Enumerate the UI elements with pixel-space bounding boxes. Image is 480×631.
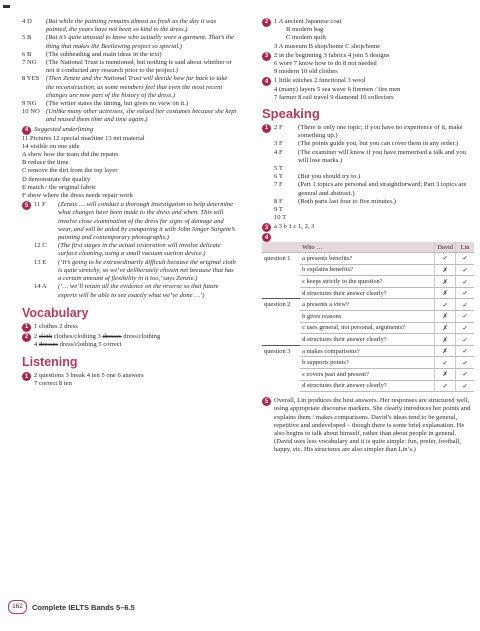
exercise-4-header <box>22 126 237 135</box>
answer-number: 8 YES <box>22 75 40 83</box>
exercise-badge: 4 <box>262 233 271 242</box>
answer-line: 3 A museum B shop/home C shop/home <box>274 42 381 50</box>
david-mark: ✓ <box>435 357 456 369</box>
item-number: 7 F <box>274 181 283 189</box>
answer-line: F show where the dress needs repair work <box>22 192 133 200</box>
answer-row <box>34 259 237 284</box>
exercise-5-block <box>22 201 237 299</box>
exercise-r2 <box>262 18 474 51</box>
item-number: 4 F <box>274 148 283 156</box>
criterion: c keeps strictly to the question? <box>300 276 435 288</box>
lin-mark: ✓ <box>456 369 475 381</box>
answer-text: (Then Zenzie and the National Trust will decide how far back to take the reconstruction, as some members feel that even the most recent changes are now part of the history of the dress.) <box>46 75 228 99</box>
item-number: 8 F <box>274 197 283 205</box>
exercise-badge: 4 <box>22 126 31 135</box>
header-lin: Lin <box>456 242 475 252</box>
item-number: 9 T <box>274 206 283 214</box>
answer-text: (The subheading and main ideas in the text) <box>46 50 162 58</box>
lin-mark: ✓ <box>456 380 475 392</box>
lin-mark: ✓ <box>456 357 475 369</box>
question-label: question 3 <box>262 345 300 357</box>
question-label <box>262 287 300 299</box>
exercise-badge: 3 <box>262 52 271 61</box>
answer-text: (But it’s quite unusual to know who actually wore a garment. That’s the thing that makes the Beetlewing project so special.) <box>46 34 234 50</box>
table-row <box>262 264 474 276</box>
speaking-item <box>274 214 474 222</box>
criterion: c uses general, not personal, arguments? <box>300 322 435 334</box>
exercise-badge: 5 <box>22 201 31 210</box>
table-row <box>262 345 474 357</box>
table-row <box>262 311 474 323</box>
answer-line: 14 visible on one side <box>22 142 80 150</box>
speaking-item <box>274 165 474 173</box>
header-david: David <box>435 242 456 252</box>
answer-text: (‘It’s going to be extraordinarily difficult because the original cloth is quite stretchy, so we’ve deliberately chosen net because that has a certain amount of flexibility in it too,’ says Zenzie.) <box>58 258 236 283</box>
answer-line: 1 A ancient Japanese coat <box>274 18 342 25</box>
vocabulary-ex1-text: 1 clothes 2 dress <box>34 322 78 330</box>
corner-mark <box>3 5 10 8</box>
struck-word: dresses <box>102 332 122 340</box>
criterion: b gives reasons <box>300 311 435 323</box>
answer-row <box>34 283 237 299</box>
answer-text: (Unlike many other actresses, she valued her costumes because she kept and reused them time and time again.) <box>46 108 237 124</box>
reading-answers-top <box>22 18 237 125</box>
question-label <box>262 380 300 392</box>
speaking-item <box>274 181 474 197</box>
table-row <box>262 287 474 299</box>
answer-row <box>22 59 237 75</box>
table-row <box>262 322 474 334</box>
lin-mark: ✓ <box>456 287 475 299</box>
question-label: question 2 <box>262 299 300 311</box>
speaking-item <box>274 124 474 140</box>
answer-row <box>34 242 237 258</box>
answer-line: E match / the original fabric <box>22 183 97 191</box>
criterion: d structures their answer clearly? <box>300 380 435 392</box>
book-title: Complete IELTS Bands 5–6.5 <box>32 602 135 612</box>
lin-mark: ✓ <box>456 311 475 323</box>
vocabulary-ex2 <box>22 333 237 349</box>
answer-line: C modern quilt <box>286 34 326 42</box>
question-label <box>262 311 300 323</box>
answer-line: D demonstrate the quality <box>22 175 91 183</box>
question-label <box>262 334 300 346</box>
table-row <box>262 380 474 392</box>
exercise-badge: 1 <box>262 124 271 133</box>
table-row <box>262 299 474 311</box>
vocabulary-heading: Vocabulary <box>22 305 89 320</box>
item-text: (Both parts last four to five minutes.) <box>298 197 396 205</box>
david-mark: ✗ <box>435 322 456 334</box>
answer-number: 10 NO <box>22 108 40 116</box>
answer-row <box>22 100 237 108</box>
lin-mark: ✓ <box>456 345 475 357</box>
page-footer <box>8 600 135 614</box>
question-label <box>262 322 300 334</box>
answer-row <box>34 201 237 242</box>
david-mark: ✗ <box>435 311 456 323</box>
david-mark: ✓ <box>435 299 456 311</box>
comparison-table <box>262 242 474 392</box>
item-text <box>298 206 474 214</box>
answer-line: 1 little stitches 2 functional 3 wool <box>274 77 366 85</box>
speaking-ex4 <box>262 233 474 242</box>
speaking-ex1 <box>262 124 474 222</box>
answer-line: B reduce the time <box>22 159 69 167</box>
reading-answers-bottom <box>34 201 237 299</box>
exercise-r4 <box>262 77 474 102</box>
underlining-list <box>22 135 237 201</box>
right-column <box>262 18 474 455</box>
david-mark: ✓ <box>435 253 456 265</box>
listening-heading: Listening <box>22 355 78 370</box>
item-text: (There is only one topic; if you have no experience of it, make something up.) <box>298 124 463 140</box>
speaking-item <box>274 140 474 148</box>
david-mark: ✗ <box>435 276 456 288</box>
answer-number: 12 C <box>34 242 47 250</box>
answer-line: 4 (many) layers 5 sea wave 6 firemen / fire men <box>274 85 401 93</box>
answer-number: 6 B <box>22 50 32 58</box>
david-mark: ✗ <box>435 334 456 346</box>
david-mark: ✗ <box>435 345 456 357</box>
answer-number: 9 NG <box>22 100 37 108</box>
answer-line: 11 Pictures 12 special machine 13 net material <box>22 134 145 142</box>
item-text: (Part 1 topics are personal and straightforward; Part 3 topics are general and abstract.) <box>298 181 467 197</box>
answer-number: 14 A <box>34 283 47 291</box>
david-mark: ✗ <box>435 369 456 381</box>
listening-ex1 <box>22 372 237 388</box>
text-part: dress/clothing <box>121 332 161 340</box>
page-number: 162 <box>8 600 27 614</box>
answer-number: 4 D <box>22 18 32 25</box>
david-mark: ✗ <box>435 264 456 276</box>
text-part: clothes/clothing 3 <box>52 332 103 340</box>
answer-text: (The first stages in the actual restoration will involve delicate surface cleaning, using a small vacuum suction device.) <box>58 242 221 258</box>
criterion: b explains benefits? <box>300 264 435 276</box>
exercise-title: Suggested underlining <box>34 125 94 133</box>
text-part: dress/clothing 5 correct <box>58 340 122 348</box>
table-row <box>262 357 474 369</box>
answer-line: 7 farmer 8 rail travel 9 diamond 10 collectors <box>274 93 394 101</box>
answer-text: (The writer states the timing, but gives no view on it.) <box>46 100 189 108</box>
exercise-badge: 2 <box>262 18 271 27</box>
david-mark: ✓ <box>435 380 456 392</box>
lin-mark: ✓ <box>456 322 475 334</box>
vocabulary-ex1 <box>22 323 237 332</box>
answer-text: (The National Trust is mentioned, but nothing is said about whether or not it conducted any research prior to the project.) <box>46 59 232 75</box>
lin-mark: ✓ <box>456 253 475 265</box>
criterion: d structures their answer clearly? <box>300 287 435 299</box>
answer-line: 2 in the beginning 3 fabrics 4 join 5 designs <box>274 51 390 59</box>
exercise-r3 <box>262 52 474 77</box>
item-text: (The examiner will know if you have memorised a talk and you will lose marks.) <box>298 148 466 164</box>
criterion: d structures their answer clearly? <box>300 334 435 346</box>
text-part: 4 <box>34 340 39 348</box>
exercise-badge: 1 <box>22 372 31 381</box>
answer-row <box>22 34 237 50</box>
question-label <box>262 276 300 288</box>
speaking-ex3-text: a 3 b 1 c 1, 2, 3 <box>274 223 315 231</box>
exercise-badge: 1 <box>22 323 31 332</box>
item-number: 6 T <box>274 173 283 181</box>
criterion: a presents a view? <box>300 299 435 311</box>
table-row <box>262 369 474 381</box>
listening-line: 7 correct 8 ten <box>34 380 72 388</box>
item-number: 3 F <box>274 140 283 148</box>
answer-row <box>22 18 237 34</box>
answer-line: A show how the team did the repairs <box>22 151 119 159</box>
item-text: (But you should try to.) <box>298 173 361 181</box>
lin-mark: ✓ <box>456 276 475 288</box>
answer-line: B modern bag <box>286 26 324 34</box>
header-blank <box>262 242 300 252</box>
david-mark: ✗ <box>435 287 456 299</box>
answer-number: 13 E <box>34 258 47 266</box>
lin-mark: ✓ <box>456 299 475 311</box>
exercise-badge: 4 <box>262 77 271 86</box>
speaking-ex5 <box>262 397 474 454</box>
question-label: question 1 <box>262 253 300 265</box>
answer-line: C remove the dirt from the top layer <box>22 167 118 175</box>
speaking-item <box>274 149 474 165</box>
item-number: 2 F <box>274 124 283 132</box>
speaking-ex5-text: Overall, Lin produces the best answers. Her responses are structured well, using appropriate discourse markers. She clearly introduces her points and explains them / makes comparisons. David’s ideas tend to be general, repetitive and undeveloped – though there is some brief explanation. He also begins to talk about himself, rather than about people in general. (David uses less vocabulary and it is quite simple: fun, prefer, football, happy, etc. His structures are also simpler than Lin’s.) <box>274 397 471 454</box>
lin-mark: ✓ <box>456 334 475 346</box>
answer-text: (‘… we’ll retain all the evidence on the reverse so that future experts will be able to see exactly what we’ve done …’) <box>58 283 219 299</box>
answer-row <box>22 75 237 100</box>
criterion: a presents benefits? <box>300 253 435 265</box>
header-who: Who … <box>300 242 435 252</box>
text-part: 2 <box>34 332 39 340</box>
criterion: b supports points? <box>300 357 435 369</box>
speaking-item <box>274 206 474 214</box>
left-column <box>22 18 237 389</box>
item-number: 5 T <box>274 165 283 173</box>
exercise-badge: 2 <box>22 333 31 342</box>
table-header-row <box>262 242 474 252</box>
answer-text: (But while the painting remains almost as fresh as the day it was painted, the years have not been so kind to the dress.) <box>46 18 217 34</box>
struck-word: dresses <box>38 340 58 348</box>
speaking-heading: Speaking <box>262 106 320 122</box>
item-text <box>298 165 474 173</box>
exercise-badge: 5 <box>262 397 271 406</box>
item-text <box>298 214 474 222</box>
item-text: (The points guide you, but you can cover them in any order.) <box>298 140 459 148</box>
lin-mark: ✓ <box>456 264 475 276</box>
answer-row <box>22 108 237 124</box>
criterion: a makes comparisons? <box>300 345 435 357</box>
table-row <box>262 253 474 265</box>
answer-line: 9 modern 10 old clothes <box>274 68 338 76</box>
answer-number: 11 F <box>34 201 46 209</box>
question-label <box>262 357 300 369</box>
speaking-item <box>274 173 474 181</box>
criterion: c covers past and present? <box>300 369 435 381</box>
item-number: 10 T <box>274 214 287 222</box>
table-row <box>262 334 474 346</box>
table-row <box>262 276 474 288</box>
question-label <box>262 264 300 276</box>
speaking-ex3 <box>262 223 474 232</box>
answer-text: (Zenzie … will conduct a thorough investigation to help determine what changes have been made to the dress and when. This will involve close examination of the dress for signs of damage and wear, and will be aided by comparing it with John Singer Sargent’s painting and contemporary photographs.) <box>58 201 235 242</box>
speaking-item <box>274 198 474 206</box>
answer-row <box>22 51 237 59</box>
answer-line: 6 wore 7 know how to do 8 not needed <box>274 60 377 68</box>
exercise-badge: 3 <box>262 223 271 232</box>
struck-word: cloth <box>38 332 53 340</box>
answer-number: 5 B <box>22 34 32 42</box>
question-label <box>262 369 300 381</box>
listening-line: 2 questions 3 break 4 ten 5 one 6 answers <box>34 372 144 380</box>
answer-number: 7 NG <box>22 59 37 67</box>
